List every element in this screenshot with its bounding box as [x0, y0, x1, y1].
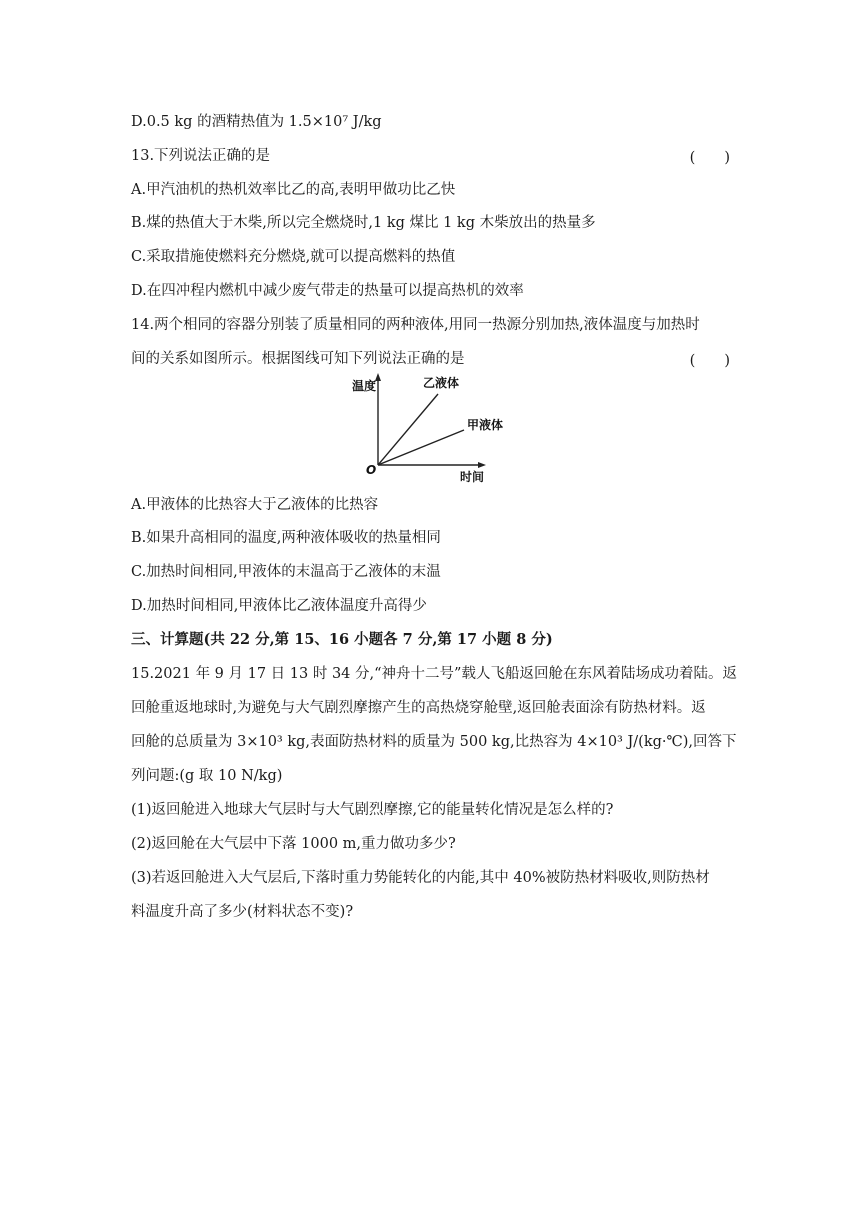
question-15-line1: 15.2021 年 9 月 17 日 13 时 34 分,“神舟十二号”载人飞船返回舱在东风着陆场成功着陆。返: [131, 666, 737, 682]
answer-bracket-13: ( ): [689, 150, 730, 166]
option-14c: C.加热时间相同,甲液体的末温高于乙液体的末温: [131, 564, 441, 580]
question-15-part2: (2)返回舱在大气层中下落 1000 m,重力做功多少?: [131, 836, 456, 852]
option-14a: A.甲液体的比热容大于乙液体的比热容: [131, 497, 379, 513]
question-14-stem-line1: 14.两个相同的容器分别装了质量相同的两种液体,用同一热源分别加热,液体温度与加热时: [131, 317, 700, 333]
question-15-part3-line1: (3)若返回舱进入大气层后,下落时重力势能转化的内能,其中 40%被防热材料吸收,则防热材: [131, 870, 710, 886]
option-13c: C.采取措施使燃料充分燃烧,就可以提高燃料的热值: [131, 249, 456, 265]
option-13b: B.煤的热值大于木柴,所以完全燃烧时,1 kg 煤比 1 kg 木柴放出的热量多: [131, 215, 596, 231]
series-label-jia: 甲液体: [467, 418, 504, 432]
option-13d: D.在四冲程内燃机中减少废气带走的热量可以提高热机的效率: [131, 283, 524, 299]
x-axis-label: 时间: [460, 470, 485, 484]
question-15-line4: 列问题:(g 取 10 N/kg): [131, 768, 283, 784]
question-15-line2: 回舱重返地球时,为避免与大气剧烈摩擦产生的高热烧穿舱壁,返回舱表面涂有防热材料。返: [131, 700, 706, 716]
y-axis-label: 温度: [352, 379, 377, 393]
option-13a: A.甲汽油机的热机效率比乙的高,表明甲做功比乙快: [131, 182, 456, 198]
answer-bracket-14: ( ): [689, 353, 730, 369]
series-label-yi: 乙液体: [423, 376, 460, 390]
option-12d: D.0.5 kg 的酒精热值为 1.5×10⁷ J/kg: [131, 114, 382, 130]
x-axis-arrow: [478, 462, 486, 468]
question-14-stem-line2: 间的关系如图所示。根据图线可知下列说法正确的是: [131, 351, 465, 367]
series-line-yi: [378, 394, 438, 465]
question-15-part1: (1)返回舱进入地球大气层时与大气剧烈摩擦,它的能量转化情况是怎么样的?: [131, 802, 614, 818]
section-heading-calculation: 三、计算题(共 22 分,第 15、16 小题各 7 分,第 17 小题 8 分): [131, 631, 553, 648]
temperature-time-graph: [340, 370, 520, 485]
option-14b: B.如果升高相同的温度,两种液体吸收的热量相同: [131, 530, 441, 546]
question-13-stem: 13.下列说法正确的是: [131, 148, 271, 164]
question-15-line3: 回舱的总质量为 3×10³ kg,表面防热材料的质量为 500 kg,比热容为 4×10³ J/(kg·℃),回答下: [131, 734, 737, 750]
option-14d: D.加热时间相同,甲液体比乙液体温度升高得少: [131, 598, 427, 614]
origin-label: O: [366, 463, 377, 477]
graph-svg: [340, 370, 520, 485]
series-line-jia: [378, 430, 464, 465]
question-15-part3-line2: 料温度升高了多少(材料状态不变)?: [131, 904, 354, 920]
